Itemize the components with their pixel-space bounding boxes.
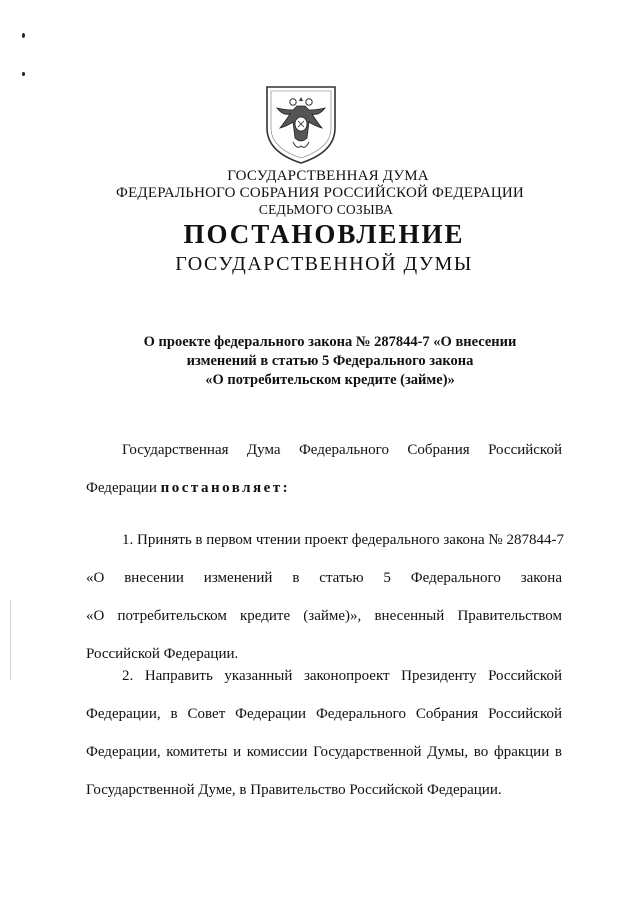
document-subtitle: ГОСУДАРСТВЕННОЙ ДУМЫ [175, 253, 473, 275]
item-1-line: 1. Принять в первом чтении проект федерального закона № 287844-7 [122, 532, 564, 548]
document-title: ПОСТАНОВЛЕНИЕ [183, 219, 465, 249]
item-1-line: «О внесении изменений в статью 5 Федерального закона [86, 570, 562, 586]
subject-line: О проекте федерального закона № 287844-7 «О внесении [143, 334, 517, 350]
item-2-line: Федерации, в Совет Федерации Федерального Собрания Российской [86, 706, 562, 722]
item-2-paragraph [86, 657, 562, 809]
subject-line: «О потребительском кредите (займе)» [205, 372, 455, 388]
scan-speck [22, 72, 25, 76]
coat-of-arms-emblem-icon [263, 84, 339, 166]
subject-line: изменений в статью 5 Федерального закона [186, 353, 474, 369]
intro-line-start: Федерации [86, 480, 161, 496]
intro-paragraph [86, 431, 562, 507]
intro-line: Государственная Дума Федерального Собрания Российской [122, 442, 562, 458]
item-2-line: 2. Направить указанный законопроект Президенту Российской [122, 668, 562, 684]
item-1-line: Российской Федерации. [86, 646, 239, 662]
header-line-convocation: СЕДЬМОГО СОЗЫВА [258, 202, 394, 217]
document-subject [100, 333, 560, 390]
header-line-duma: ГОСУДАРСТВЕННАЯ ДУМА [227, 168, 429, 184]
resolves-word: постановляет: [160, 480, 291, 496]
header-line-federal-assembly: ФЕДЕРАЛЬНОГО СОБРАНИЯ РОССИЙСКОЙ ФЕДЕРАЦИИ [116, 185, 524, 201]
item-2-line: Федерации, комитеты и комиссии Государственной Думы, во фракции в [86, 744, 562, 760]
item-1-line: «О потребительском кредите (займе)», внесенный Правительством [86, 608, 562, 624]
scan-speck [22, 33, 25, 38]
item-1-paragraph [86, 521, 562, 673]
item-2-line: Государственной Думе, в Правительство Российской Федерации. [86, 782, 502, 798]
scan-edge-line [10, 600, 11, 680]
intro-line [86, 469, 562, 507]
